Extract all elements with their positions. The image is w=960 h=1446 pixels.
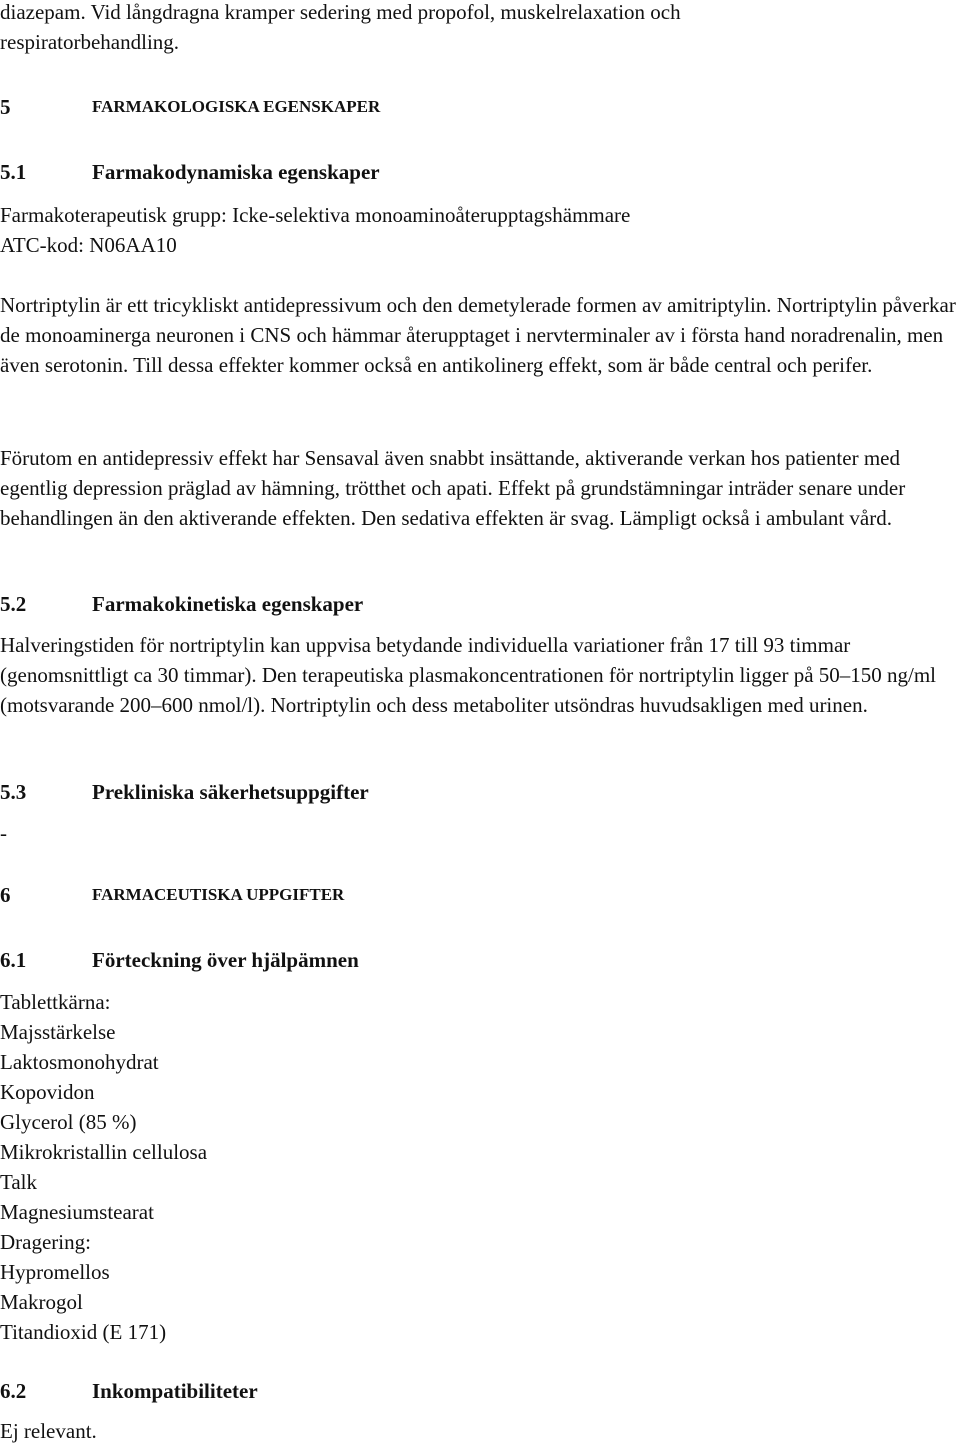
list-item: Kopovidon xyxy=(0,1080,95,1104)
intro-paragraph: diazepam. Vid långdragna kramper sedering med propofol, muskelrelaxation och respiratorbehandling. xyxy=(0,0,681,54)
section-6-1-heading xyxy=(0,945,960,975)
pharmacodynamics-paragraph-1: Nortriptylin är ett tricykliskt antidepressivum och den demetylerade formen av amitriptylin. Nortriptylin påverkar de monoaminerga neuronen i CNS och hämmar återupptaget i nervterminaler av i första hand noradrenalin, men även serotonin. Till dessa effekter kommer också en antikolinerg effekt, som är både central och perifer. xyxy=(0,293,956,377)
list-item: Dragering: xyxy=(0,1230,91,1254)
section-title: FARMACEUTISKA UPPGIFTER xyxy=(92,885,345,904)
section-5-1-heading xyxy=(0,157,960,187)
list-item: Hypromellos xyxy=(0,1260,110,1284)
list-item: Glycerol (85 %) xyxy=(0,1110,137,1134)
section-title: Förteckning över hjälpämnen xyxy=(92,948,359,972)
section-number: 5 xyxy=(0,95,11,119)
section-number: 5.2 xyxy=(0,592,27,616)
list-item: Majsstärkelse xyxy=(0,1020,116,1044)
list-item: Tablettkärna: xyxy=(0,990,111,1014)
pharmacokinetics-paragraph: Halveringstiden för nortriptylin kan uppvisa betydande individuella variationer från 17 till 93 timmar (genomsnittligt ca 30 timmar). Den terapeutiska plasmakoncentrationen för nortriptylin ligger på 50–150 ng/ml (motsvarande 200–600 nmol/l). Nortriptylin och dess metaboliter utsöndras huvudsakligen med urinen. xyxy=(0,633,937,717)
section-number: 6 xyxy=(0,883,11,907)
section-title: Farmakokinetiska egenskaper xyxy=(92,592,364,616)
section-title: Farmakodynamiska egenskaper xyxy=(92,160,380,184)
pharmacotherapeutic-group: Farmakoterapeutisk grupp: Icke-selektiva monoaminoåterupptagshämmare xyxy=(0,203,631,227)
list-item: Titandioxid (E 171) xyxy=(0,1320,167,1344)
excipient-list xyxy=(0,987,960,1347)
preclinical-text: - xyxy=(0,821,7,845)
section-5-heading xyxy=(0,92,960,122)
section-5-3-heading xyxy=(0,777,960,807)
section-title: Prekliniska säkerhetsuppgifter xyxy=(92,780,369,804)
list-item: Laktosmonohydrat xyxy=(0,1050,159,1074)
atc-code: ATC-kod: N06AA10 xyxy=(0,233,177,257)
section-6-2-heading xyxy=(0,1376,960,1406)
section-number: 5.3 xyxy=(0,780,27,804)
list-item: Mikrokristallin cellulosa xyxy=(0,1140,208,1164)
section-number: 5.1 xyxy=(0,160,27,184)
pharmacodynamics-paragraph-2: Förutom en antidepressiv effekt har Sensaval även snabbt insättande, aktiverande verkan hos patienter med egentlig depression präglad av hämning, trötthet och apati. Effekt på grundstämningar inträder senare under behandlingen än den aktiverande effekten. Den sedativa effekten är svag. Lämpligt också i ambulant vård. xyxy=(0,446,906,530)
list-item: Talk xyxy=(0,1170,38,1194)
incompatibilities-text: Ej relevant. xyxy=(0,1419,97,1443)
list-item: Makrogol xyxy=(0,1290,83,1314)
list-item: Magnesiumstearat xyxy=(0,1200,154,1224)
section-6-heading xyxy=(0,880,960,910)
section-5-2-heading xyxy=(0,589,960,619)
section-title: FARMAKOLOGISKA EGENSKAPER xyxy=(92,97,381,116)
section-number: 6.2 xyxy=(0,1379,27,1403)
section-number: 6.1 xyxy=(0,948,27,972)
section-title: Inkompatibiliteter xyxy=(92,1379,258,1403)
